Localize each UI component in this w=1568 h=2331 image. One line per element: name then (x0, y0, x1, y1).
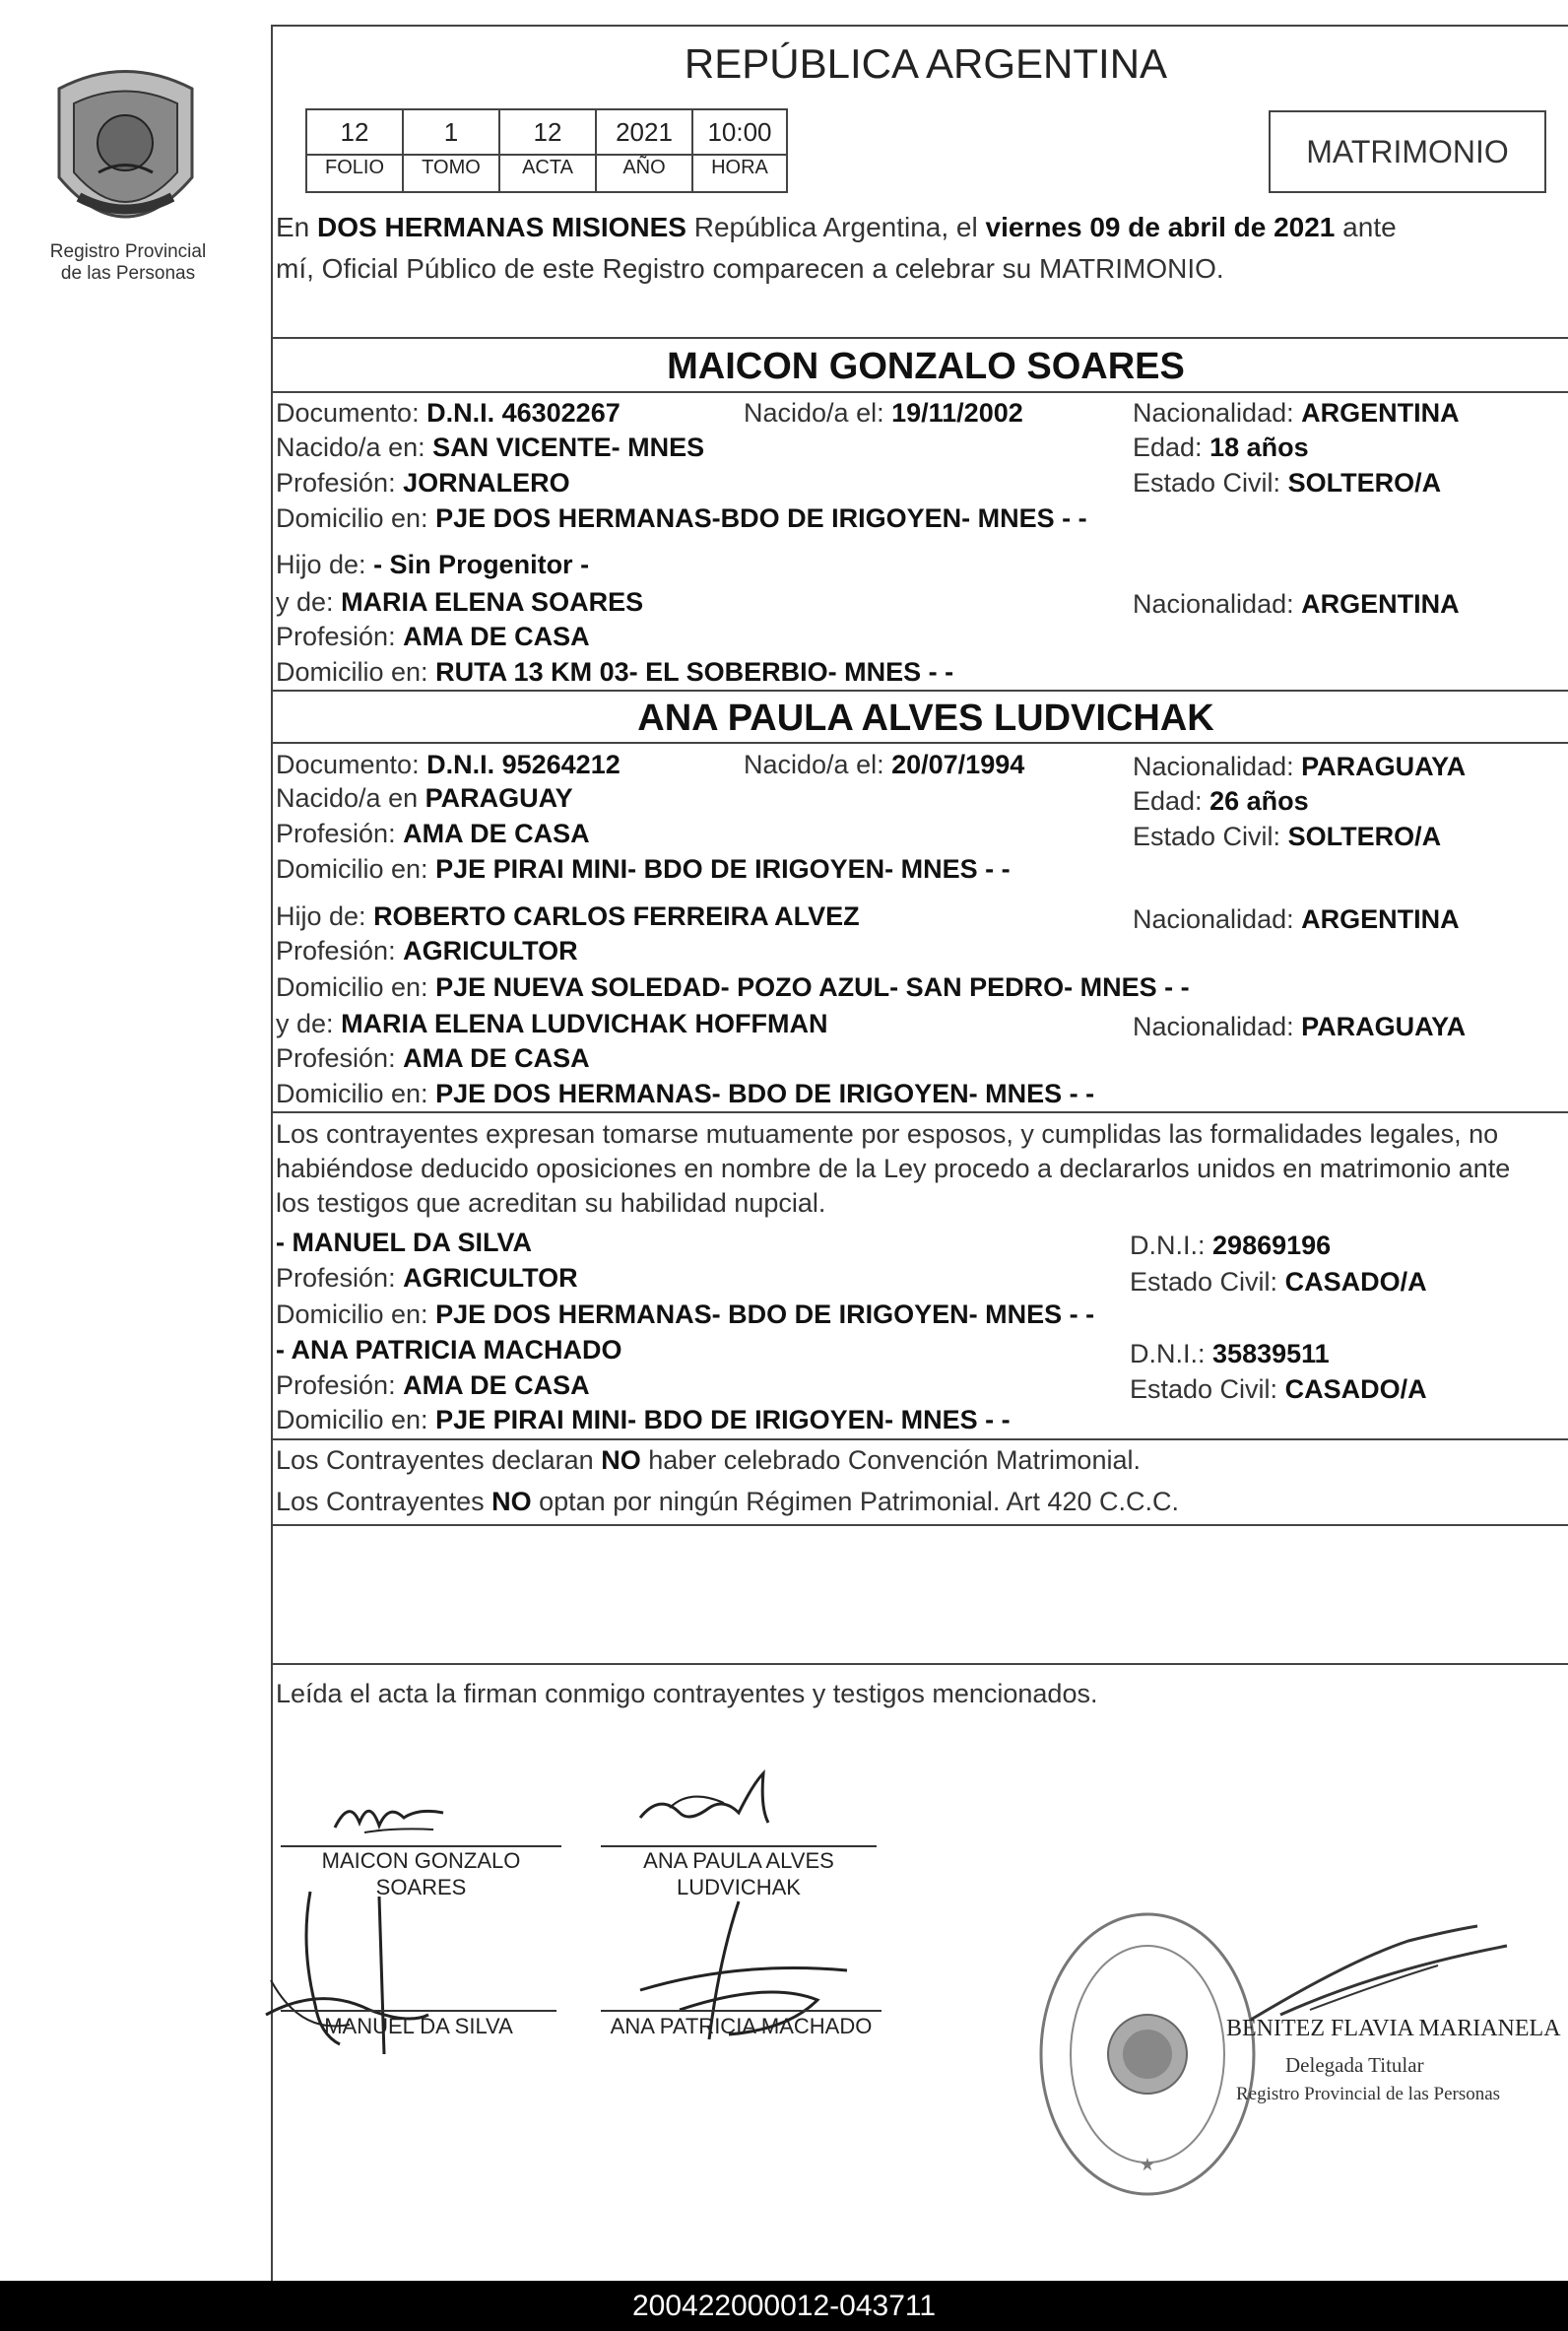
frame-top (271, 25, 1568, 27)
spouse2-document: Documento: D.N.I. 95264212 (276, 750, 621, 779)
spouse1-nationality: Nacionalidad: ARGENTINA (1133, 398, 1460, 428)
spouse1-civil-status: Estado Civil: SOLTERO/A (1133, 468, 1442, 498)
spouse1-mother-nationality: Nacionalidad: ARGENTINA (1133, 589, 1460, 619)
registry-logo (39, 59, 212, 246)
convention-line2: Los Contrayentes NO optan por ningún Régimen Patrimonial. Art 420 C.C.C. (276, 1487, 1179, 1516)
signature-name-ana-paula-line1: ANA PAULA ALVES (643, 1848, 834, 1873)
official-organization: Registro Provincial de las Personas (1236, 2084, 1501, 2104)
spouse2-profession: Profesión: AMA DE CASA (276, 819, 590, 848)
spouse1-mother-profession: Profesión: AMA DE CASA (276, 622, 590, 651)
folio-cell (305, 108, 404, 193)
spouse2-mother-nationality: Nacionalidad: PARAGUAYA (1133, 1012, 1467, 1041)
spouse2-age: Edad: 26 años (1133, 786, 1309, 816)
folio-value: 12 (340, 117, 369, 147)
spouse1-document: Documento: D.N.I. 46302267 (276, 398, 621, 428)
witness1-address: Domicilio en: PJE DOS HERMANAS- BDO DE IRIGOYEN- MNES - - (276, 1299, 1095, 1329)
spouse2-father-nationality: Nacionalidad: ARGENTINA (1133, 904, 1460, 934)
closing-text: Leída el acta la firman conmigo contrayentes y testigos mencionados. (276, 1679, 1098, 1708)
hora-value: 10:00 (707, 117, 772, 147)
divider-notes-top (271, 1524, 1568, 1526)
spouse1-born: Nacido/a el: 19/11/2002 (744, 398, 1023, 428)
registry-stamp (1034, 1906, 1261, 2202)
logo-caption-line1: Registro Provincial (49, 241, 207, 262)
footer-bar (0, 2281, 1568, 2331)
witness2-dni: D.N.I.: 35839511 (1130, 1339, 1330, 1368)
spouse2-father-address: Domicilio en: PJE NUEVA SOLEDAD- POZO AZUL- SAN PEDRO- MNES - - (276, 972, 1190, 1002)
witness2-address: Domicilio en: PJE PIRAI MINI- BDO DE IRIGOYEN- MNES - - (276, 1405, 1011, 1434)
spouse1-birthplace: Nacido/a en: SAN VICENTE- MNES (276, 433, 705, 462)
spouse2-mother-address: Domicilio en: PJE DOS HERMANAS- BDO DE IRIGOYEN- MNES - - (276, 1079, 1095, 1108)
witness2-civil-status: Estado Civil: CASADO/A (1130, 1374, 1427, 1404)
signature-name-ana-patricia: ANA PATRICIA MACHADO (610, 2014, 873, 2038)
divider-declaration (271, 1111, 1568, 1113)
signature-line-manuel (281, 2010, 556, 2012)
acta-value: 12 (533, 117, 562, 147)
spouse1-age: Edad: 18 años (1133, 433, 1309, 462)
spouse2-name: ANA PAULA ALVES LUDVICHAK (637, 698, 1214, 739)
intro-line2: mí, Oficial Público de este Registro comparecen a celebrar su MATRIMONIO. (276, 253, 1224, 284)
logo-caption-line2: de las Personas (60, 263, 196, 284)
spouse1-profession: Profesión: JORNALERO (276, 468, 570, 498)
acta-cell (498, 108, 597, 193)
witness1-dni: D.N.I.: 29869196 (1130, 1231, 1332, 1260)
intro-text-a: En (276, 212, 318, 242)
anio-cell (595, 108, 693, 193)
divider-spouse2-top (271, 690, 1568, 692)
spouse1-mother: y de: MARIA ELENA SOARES (276, 587, 644, 617)
hora-cell (691, 108, 788, 193)
witness2-name: - ANA PATRICIA MACHADO (276, 1335, 622, 1365)
signature-name-maicon-line2: SOARES (375, 1875, 467, 1899)
footer-code: 200422000012-043711 (631, 2290, 937, 2322)
official-title: Delegada Titular (1285, 2053, 1424, 2077)
spouse1-mother-address: Domicilio en: RUTA 13 KM 03- EL SOBERBIO- MNES - - (276, 657, 954, 687)
signature-ana-paula (630, 1764, 788, 1852)
tomo-cell (402, 108, 500, 193)
spouse2-father: Hijo de: ROBERTO CARLOS FERREIRA ALVEZ (276, 901, 860, 931)
anio-value: 2021 (616, 117, 673, 147)
spouse2-father-profession: Profesión: AGRICULTOR (276, 936, 578, 966)
tomo-label: TOMO (404, 154, 498, 179)
official-name: BENITEZ FLAVIA MARIANELA (1226, 2016, 1561, 2041)
signature-maicon (325, 1788, 453, 1847)
acta-label: ACTA (500, 154, 595, 179)
witness1-name: - MANUEL DA SILVA (276, 1228, 532, 1257)
signature-name-maicon-line1: MAICON GONZALO (321, 1848, 521, 1873)
misiones-seal-icon (39, 59, 212, 246)
divider-convention (271, 1438, 1568, 1440)
document-type: MATRIMONIO (1306, 134, 1509, 169)
intro-text-c: ante (1335, 212, 1397, 242)
hora-label: HORA (693, 154, 786, 179)
convention-line1: Los Contrayentes declaran NO haber celebrado Convención Matrimonial. (276, 1445, 1141, 1475)
spouse2-mother-profession: Profesión: AMA DE CASA (276, 1043, 590, 1073)
tomo-value: 1 (443, 117, 459, 147)
spouse1-address: Domicilio en: PJE DOS HERMANAS-BDO DE IRIGOYEN- MNES - - (276, 503, 1087, 533)
spouse2-birthplace: Nacido/a en PARAGUAY (276, 783, 573, 813)
spouse2-address: Domicilio en: PJE PIRAI MINI- BDO DE IRIGOYEN- MNES - - (276, 854, 1011, 884)
declaration-line3: los testigos que acreditan su habilidad nupcial. (276, 1188, 826, 1218)
spouse1-father: Hijo de: - Sin Progenitor - (276, 550, 590, 579)
spouse2-nationality: Nacionalidad: PARAGUAYA (1133, 752, 1467, 781)
declaration-line2: habiéndose deducido oposiciones en nombre de la Ley procedo a declararlos unidos en matrimonio ante (276, 1154, 1511, 1183)
declaration-line1: Los contrayentes expresan tomarse mutuamente por esposos, y cumplidas las formalidades legales, no (276, 1119, 1499, 1149)
witness2-profession: Profesión: AMA DE CASA (276, 1370, 590, 1400)
anio-label: AÑO (597, 154, 691, 179)
spouse2-born: Nacido/a el: 20/07/1994 (744, 750, 1025, 779)
folio-label: FOLIO (307, 154, 402, 179)
witness1-civil-status: Estado Civil: CASADO/A (1130, 1267, 1427, 1297)
intro-place: DOS HERMANAS MISIONES (317, 212, 686, 242)
divider-notes-bottom (271, 1663, 1568, 1665)
spouse1-name: MAICON GONZALO SOARES (667, 346, 1185, 387)
spouse2-mother: y de: MARIA ELENA LUDVICHAK HOFFMAN (276, 1009, 828, 1038)
document-type-box (1269, 110, 1546, 193)
spouse2-civil-status: Estado Civil: SOLTERO/A (1133, 822, 1442, 851)
intro-line1 (276, 212, 1397, 243)
svg-text:★: ★ (1139, 2155, 1156, 2174)
witness1-profession: Profesión: AGRICULTOR (276, 1263, 578, 1293)
signature-name-ana-paula-line2: LUDVICHAK (677, 1875, 801, 1899)
intro-text-b: República Argentina, el (686, 212, 986, 242)
signature-name-manuel: MANUEL DA SILVA (324, 2014, 513, 2038)
page-title: REPÚBLICA ARGENTINA (684, 40, 1168, 87)
divider-spouse1-top (271, 337, 1568, 339)
signature-line-ana-patricia (601, 2010, 882, 2012)
registration-table (305, 108, 788, 193)
intro-date: viernes 09 de abril de 2021 (985, 212, 1336, 242)
divider-spouse1-name (271, 391, 1568, 393)
divider-spouse2-name (271, 742, 1568, 744)
